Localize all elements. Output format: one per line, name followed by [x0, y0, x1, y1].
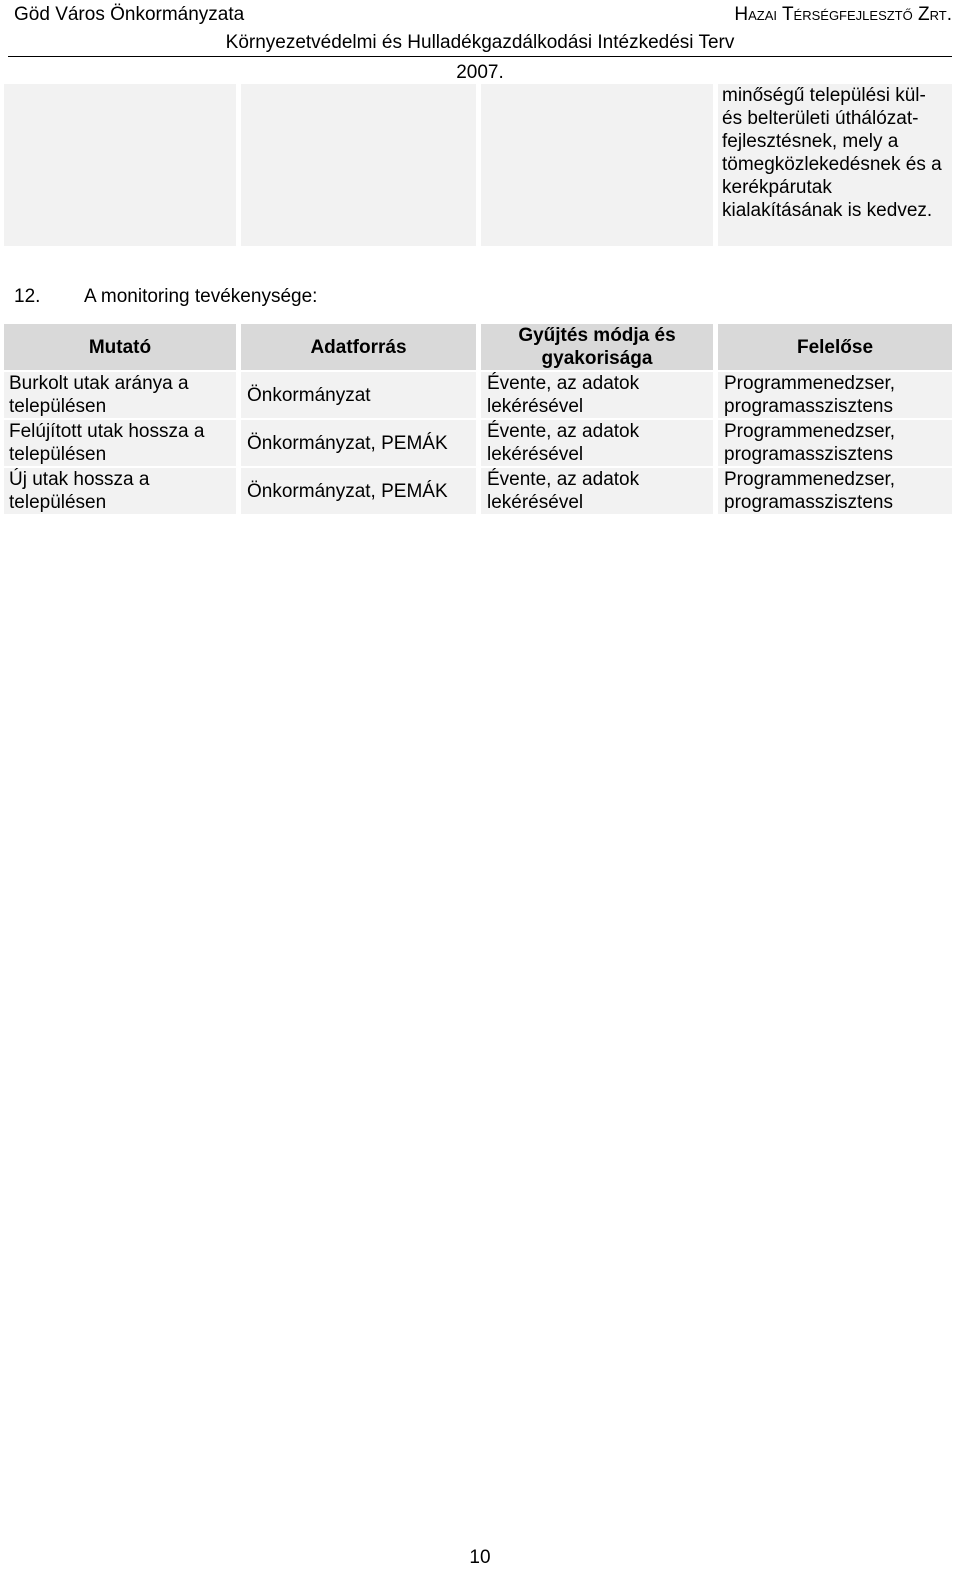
- table-cell-responsible: Programmenedzser, programasszisztens: [718, 468, 952, 514]
- table-cell-method: Évente, az adatok lekérésével: [481, 372, 713, 418]
- header-year: 2007.: [456, 62, 504, 83]
- table-cell-method: Évente, az adatok lekérésével: [481, 468, 713, 514]
- continuation-table: [4, 84, 952, 246]
- table-header-row: [4, 324, 952, 370]
- header-document-title: Környezetvédelmi és Hulladékgazdálkodási Intézkedési Terv: [225, 32, 735, 53]
- continuation-cell-1: [4, 84, 236, 246]
- page-number: 10: [469, 1547, 491, 1568]
- table-header-cell: Mutató: [4, 324, 236, 370]
- continuation-cell-2: [241, 84, 476, 246]
- table-cell-responsible: Programmenedzser, programasszisztens: [718, 372, 952, 418]
- continuation-cell-3: [481, 84, 713, 246]
- table-row: [4, 468, 952, 514]
- section-number: 12.: [14, 286, 41, 307]
- header-divider: [8, 56, 952, 57]
- continuation-text: minőségű települési kül- és belterületi úthálózat-fejlesztésnek, mely a tömegközlekedésnek és a kerékpárutak kialakításának is kedvez.: [722, 85, 942, 221]
- table-cell-indicator: Új utak hossza a településen: [4, 468, 236, 514]
- header-company: Hazai Térségfejlesztő Zrt.: [734, 4, 952, 25]
- table-cell-source: Önkormányzat: [241, 372, 476, 418]
- table-cell-indicator: Felújított utak hossza a településen: [4, 420, 236, 466]
- table-header-cell: Gyűjtés módja és gyakorisága: [481, 324, 713, 370]
- table-cell-indicator: Burkolt utak aránya a településen: [4, 372, 236, 418]
- section-heading: [14, 285, 317, 308]
- table-header-cell: Adatforrás: [241, 324, 476, 370]
- header-organization: Göd Város Önkormányzata: [14, 4, 245, 25]
- table-cell-source: Önkormányzat, PEMÁK: [241, 468, 476, 514]
- section-title: A monitoring tevékenysége:: [84, 286, 318, 307]
- table-header-cell: Felelőse: [718, 324, 952, 370]
- table-cell-source: Önkormányzat, PEMÁK: [241, 420, 476, 466]
- table-row: [4, 420, 952, 466]
- continuation-cell-4: [718, 84, 952, 246]
- table-cell-responsible: Programmenedzser, programasszisztens: [718, 420, 952, 466]
- table-row: [4, 372, 952, 418]
- table-cell-method: Évente, az adatok lekérésével: [481, 420, 713, 466]
